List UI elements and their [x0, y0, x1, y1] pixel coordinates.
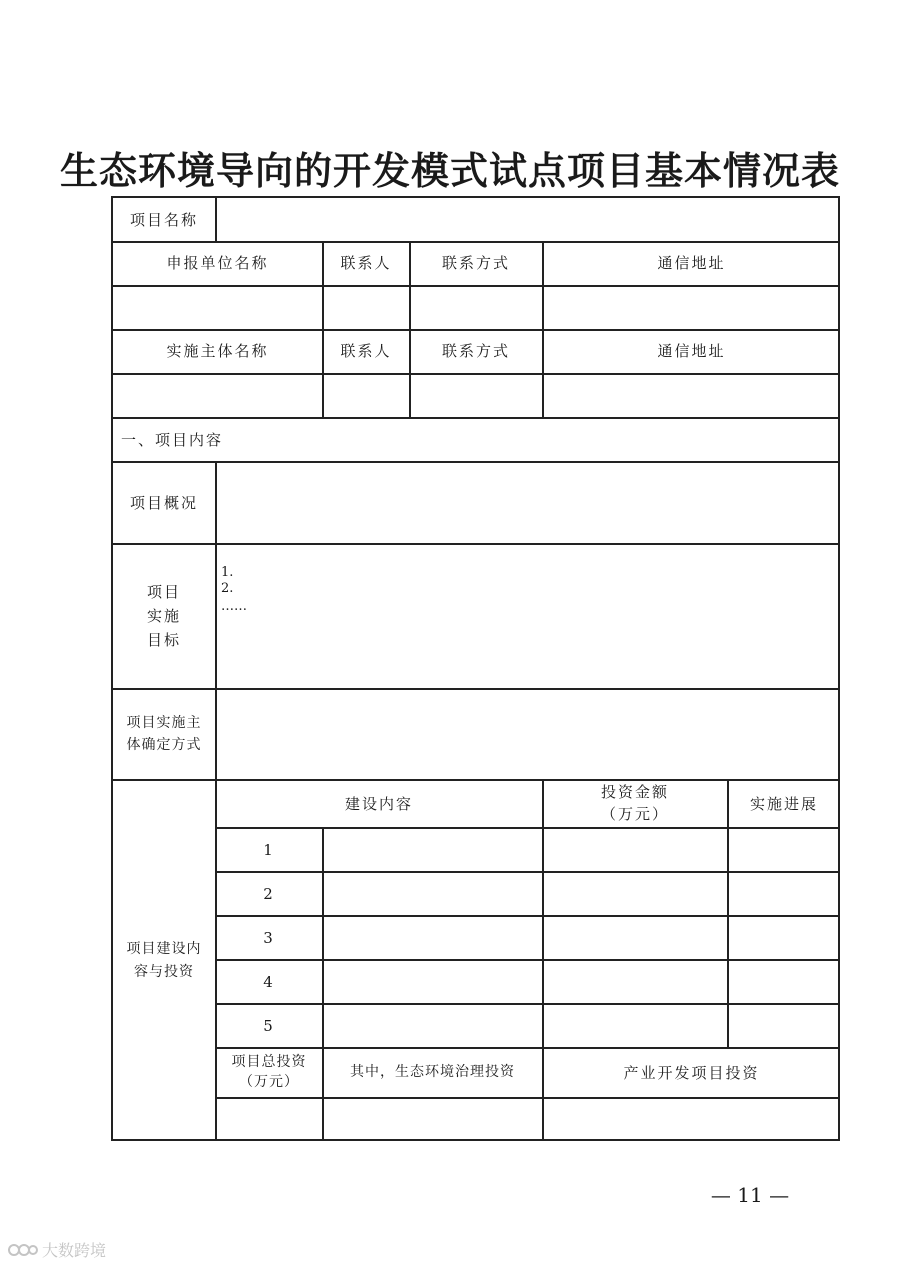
page-title: 生态环境导向的开发模式试点项目基本情况表: [59, 148, 840, 193]
table-row-number: 5: [263, 1016, 275, 1035]
total-investment-line: （万元）: [239, 1073, 299, 1090]
implementer-phone-header: 联系方式: [441, 342, 510, 360]
implementer-contact-field[interactable]: [323, 374, 409, 417]
table-row-number: 3: [263, 928, 275, 947]
table-row-number: 2: [263, 884, 275, 903]
goals-field[interactable]: [216, 544, 840, 688]
applicant-contact-header: 联系人: [340, 254, 392, 272]
entity-method-label-line: 体确定方式: [126, 737, 202, 753]
implementer-name-header: 实施主体名称: [166, 342, 269, 360]
industry-investment-field[interactable]: [543, 1098, 840, 1141]
watermark-text: 大数跨境: [42, 1241, 107, 1260]
construction-label-line: 项目建设内: [126, 941, 202, 958]
total-investment-field[interactable]: [216, 1098, 322, 1141]
implementer-contact-header: 联系人: [340, 342, 392, 360]
investment-amount-line: （万元）: [600, 804, 669, 823]
implementer-name-field[interactable]: [113, 374, 322, 417]
goals-label-line: 实施: [146, 607, 181, 625]
applicant-phone-field[interactable]: [410, 286, 542, 329]
list-item: 2.: [221, 581, 234, 596]
goals-label: [113, 544, 215, 688]
implementer-address-field[interactable]: [543, 374, 840, 417]
table-row-number: 4: [263, 972, 275, 991]
list-item: ……: [221, 599, 247, 614]
applicant-address-field[interactable]: [543, 286, 840, 329]
goals-label-line: 项目: [146, 583, 181, 601]
applicant-name-header: 申报单位名称: [166, 254, 269, 272]
investment-amount-line: 投资金额: [600, 782, 669, 801]
goals-label-line: 目标: [146, 631, 181, 649]
watermark-logo-icon: [8, 1242, 38, 1258]
goals-list: [221, 565, 247, 615]
applicant-phone-header: 联系方式: [441, 254, 510, 272]
applicant-contact-field[interactable]: [323, 286, 409, 329]
industry-investment-header: 产业开发项目投资: [623, 1063, 760, 1082]
list-item: 1.: [221, 565, 234, 580]
project-name-field[interactable]: [216, 198, 840, 241]
total-investment-line: 项目总投资: [231, 1053, 307, 1070]
page-number: — 11 —: [710, 1183, 790, 1207]
construction-label: [113, 780, 215, 1141]
applicant-name-field[interactable]: [113, 286, 322, 329]
entity-method-label: [113, 689, 215, 779]
section-heading: 一、项目内容: [121, 430, 224, 449]
construction-label-line: 容与投资: [134, 963, 194, 980]
total-investment-header: [216, 1048, 322, 1097]
implementer-address-header: 通信地址: [657, 342, 726, 360]
implementer-phone-field[interactable]: [410, 374, 542, 417]
entity-method-label-line: 项目实施主: [126, 714, 202, 731]
watermark: [8, 1238, 106, 1261]
eco-investment-field[interactable]: [323, 1098, 542, 1141]
table-row-number: 1: [263, 840, 275, 859]
investment-amount-header: [543, 780, 727, 827]
project-name-label: 项目名称: [129, 210, 198, 229]
progress-header: 实施进展: [749, 794, 818, 813]
applicant-address-header: 通信地址: [657, 254, 726, 272]
entity-method-field[interactable]: [216, 689, 840, 779]
construction-content-header: 建设内容: [344, 794, 413, 813]
overview-field[interactable]: [216, 462, 840, 543]
project-info-form: [111, 196, 840, 1141]
overview-label: 项目概况: [129, 493, 198, 512]
eco-investment-header: 其中，生态环境治理投资: [350, 1064, 515, 1081]
